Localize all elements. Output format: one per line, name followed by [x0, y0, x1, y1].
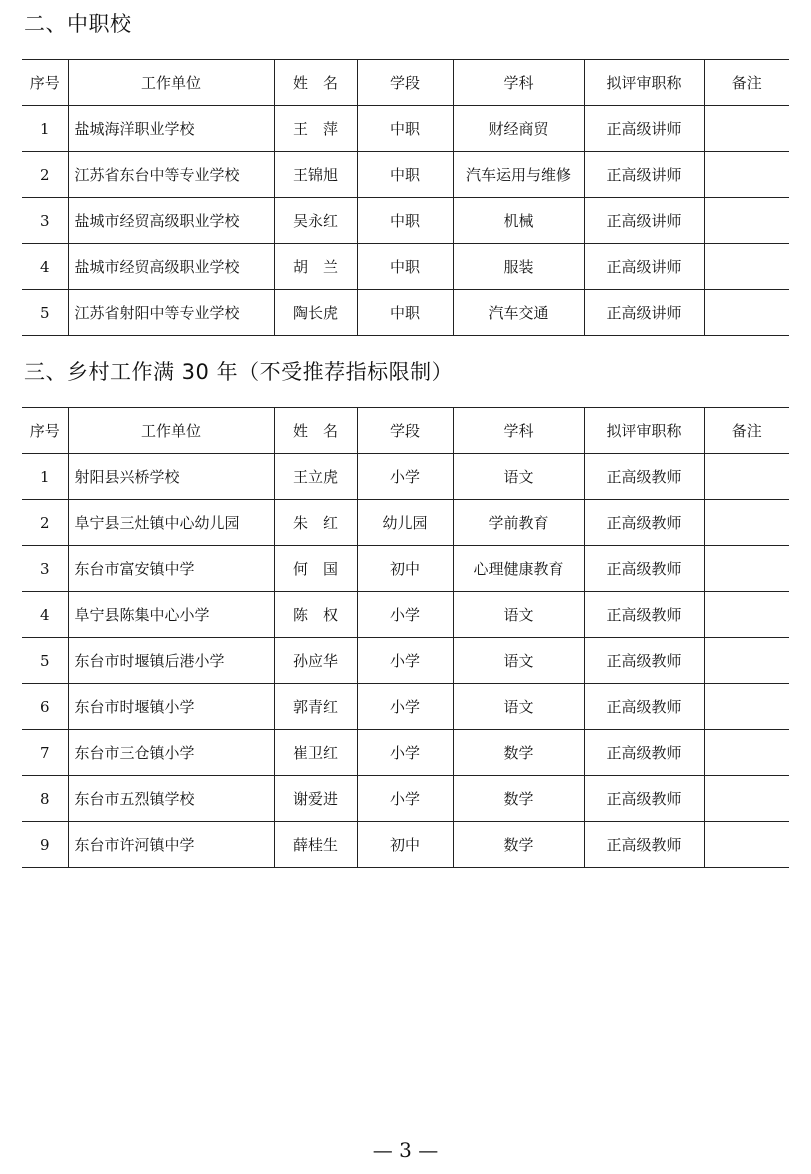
cell-name: 孙应华 — [274, 638, 357, 684]
table-row — [22, 546, 789, 592]
cell-title: 正高级教师 — [584, 822, 704, 868]
cell-note — [704, 454, 789, 500]
cell-unit: 东台市许河镇中学 — [68, 822, 274, 868]
header-note: 备注 — [704, 60, 789, 106]
cell-stage: 中职 — [357, 198, 453, 244]
cell-name: 陶长虎 — [274, 290, 357, 336]
cell-subject: 语文 — [453, 454, 584, 500]
header-title: 拟评审职称 — [584, 408, 704, 454]
cell-note — [704, 198, 789, 244]
cell-no: 5 — [22, 290, 68, 336]
cell-unit: 盐城海洋职业学校 — [68, 106, 274, 152]
table-row — [22, 106, 789, 152]
table-row — [22, 776, 789, 822]
header-unit: 工作单位 — [68, 408, 274, 454]
cell-no: 3 — [22, 198, 68, 244]
rural-teacher-table — [22, 407, 789, 868]
cell-note — [704, 244, 789, 290]
cell-title: 正高级教师 — [584, 500, 704, 546]
cell-stage: 小学 — [357, 684, 453, 730]
cell-subject: 数学 — [453, 730, 584, 776]
cell-subject: 语文 — [453, 684, 584, 730]
cell-title: 正高级讲师 — [584, 244, 704, 290]
cell-subject: 数学 — [453, 776, 584, 822]
cell-title: 正高级讲师 — [584, 152, 704, 198]
cell-unit: 江苏省射阳中等专业学校 — [68, 290, 274, 336]
cell-note — [704, 592, 789, 638]
cell-stage: 中职 — [357, 152, 453, 198]
page-number: — 3 — — [372, 1138, 439, 1162]
cell-subject: 语文 — [453, 638, 584, 684]
cell-no: 2 — [22, 500, 68, 546]
cell-no: 4 — [22, 244, 68, 290]
cell-no: 1 — [22, 106, 68, 152]
cell-title: 正高级教师 — [584, 730, 704, 776]
header-stage: 学段 — [357, 60, 453, 106]
cell-no: 2 — [22, 152, 68, 198]
section-title-rural-30-years: 三、乡村工作满 30 年（不受推荐指标限制） — [24, 360, 454, 384]
cell-stage: 初中 — [357, 546, 453, 592]
table-row — [22, 244, 789, 290]
cell-title: 正高级讲师 — [584, 290, 704, 336]
cell-note — [704, 106, 789, 152]
cell-unit: 江苏省东台中等专业学校 — [68, 152, 274, 198]
cell-stage: 幼儿园 — [357, 500, 453, 546]
cell-note — [704, 152, 789, 198]
cell-unit: 盐城市经贸高级职业学校 — [68, 244, 274, 290]
cell-subject: 机械 — [453, 198, 584, 244]
cell-name: 何 国 — [274, 546, 357, 592]
cell-subject: 心理健康教育 — [453, 546, 584, 592]
table-row — [22, 198, 789, 244]
table-row — [22, 290, 789, 336]
cell-note — [704, 500, 789, 546]
cell-no: 6 — [22, 684, 68, 730]
cell-subject: 汽车运用与维修 — [453, 152, 584, 198]
header-unit: 工作单位 — [68, 60, 274, 106]
cell-unit: 阜宁县三灶镇中心幼儿园 — [68, 500, 274, 546]
cell-name: 郭青红 — [274, 684, 357, 730]
header-title: 拟评审职称 — [584, 60, 704, 106]
table-header-row — [22, 60, 789, 106]
cell-name: 王立虎 — [274, 454, 357, 500]
table-row — [22, 152, 789, 198]
cell-name: 崔卫红 — [274, 730, 357, 776]
table-row — [22, 730, 789, 776]
cell-subject: 服装 — [453, 244, 584, 290]
cell-stage: 中职 — [357, 106, 453, 152]
table-row — [22, 822, 789, 868]
cell-name: 薛桂生 — [274, 822, 357, 868]
cell-title: 正高级教师 — [584, 638, 704, 684]
header-note: 备注 — [704, 408, 789, 454]
cell-name: 王锦旭 — [274, 152, 357, 198]
header-name: 姓 名 — [274, 408, 357, 454]
cell-stage: 初中 — [357, 822, 453, 868]
cell-subject: 财经商贸 — [453, 106, 584, 152]
cell-subject: 学前教育 — [453, 500, 584, 546]
table-row — [22, 638, 789, 684]
header-no: 序号 — [22, 408, 68, 454]
cell-stage: 小学 — [357, 638, 453, 684]
cell-unit: 东台市富安镇中学 — [68, 546, 274, 592]
cell-subject: 数学 — [453, 822, 584, 868]
header-subject: 学科 — [453, 60, 584, 106]
cell-note — [704, 776, 789, 822]
cell-stage: 中职 — [357, 244, 453, 290]
cell-unit: 射阳县兴桥学校 — [68, 454, 274, 500]
cell-name: 胡 兰 — [274, 244, 357, 290]
cell-unit: 东台市时堰镇后港小学 — [68, 638, 274, 684]
cell-stage: 小学 — [357, 454, 453, 500]
cell-stage: 中职 — [357, 290, 453, 336]
table-header-row — [22, 408, 789, 454]
cell-stage: 小学 — [357, 776, 453, 822]
cell-subject: 汽车交通 — [453, 290, 584, 336]
cell-name: 谢爱进 — [274, 776, 357, 822]
cell-title: 正高级教师 — [584, 776, 704, 822]
cell-unit: 东台市五烈镇学校 — [68, 776, 274, 822]
cell-note — [704, 684, 789, 730]
section-title-vocational: 二、中职校 — [24, 12, 132, 36]
table-row — [22, 500, 789, 546]
cell-no: 9 — [22, 822, 68, 868]
cell-unit: 阜宁县陈集中心小学 — [68, 592, 274, 638]
cell-note — [704, 822, 789, 868]
cell-note — [704, 546, 789, 592]
cell-name: 王 萍 — [274, 106, 357, 152]
cell-stage: 小学 — [357, 592, 453, 638]
table-row — [22, 592, 789, 638]
header-subject: 学科 — [453, 408, 584, 454]
cell-note — [704, 638, 789, 684]
cell-title: 正高级教师 — [584, 546, 704, 592]
cell-no: 4 — [22, 592, 68, 638]
cell-unit: 东台市三仓镇小学 — [68, 730, 274, 776]
cell-no: 8 — [22, 776, 68, 822]
cell-name: 吴永红 — [274, 198, 357, 244]
header-name: 姓 名 — [274, 60, 357, 106]
cell-name: 朱 红 — [274, 500, 357, 546]
header-no: 序号 — [22, 60, 68, 106]
vocational-school-table — [22, 59, 789, 336]
cell-no: 7 — [22, 730, 68, 776]
cell-title: 正高级讲师 — [584, 198, 704, 244]
cell-no: 5 — [22, 638, 68, 684]
cell-note — [704, 290, 789, 336]
cell-stage: 小学 — [357, 730, 453, 776]
cell-note — [704, 730, 789, 776]
cell-title: 正高级教师 — [584, 684, 704, 730]
table-row — [22, 684, 789, 730]
cell-unit: 盐城市经贸高级职业学校 — [68, 198, 274, 244]
cell-title: 正高级讲师 — [584, 106, 704, 152]
cell-no: 1 — [22, 454, 68, 500]
cell-title: 正高级教师 — [584, 454, 704, 500]
cell-unit: 东台市时堰镇小学 — [68, 684, 274, 730]
table-row — [22, 454, 789, 500]
cell-no: 3 — [22, 546, 68, 592]
cell-title: 正高级教师 — [584, 592, 704, 638]
cell-name: 陈 权 — [274, 592, 357, 638]
cell-subject: 语文 — [453, 592, 584, 638]
header-stage: 学段 — [357, 408, 453, 454]
